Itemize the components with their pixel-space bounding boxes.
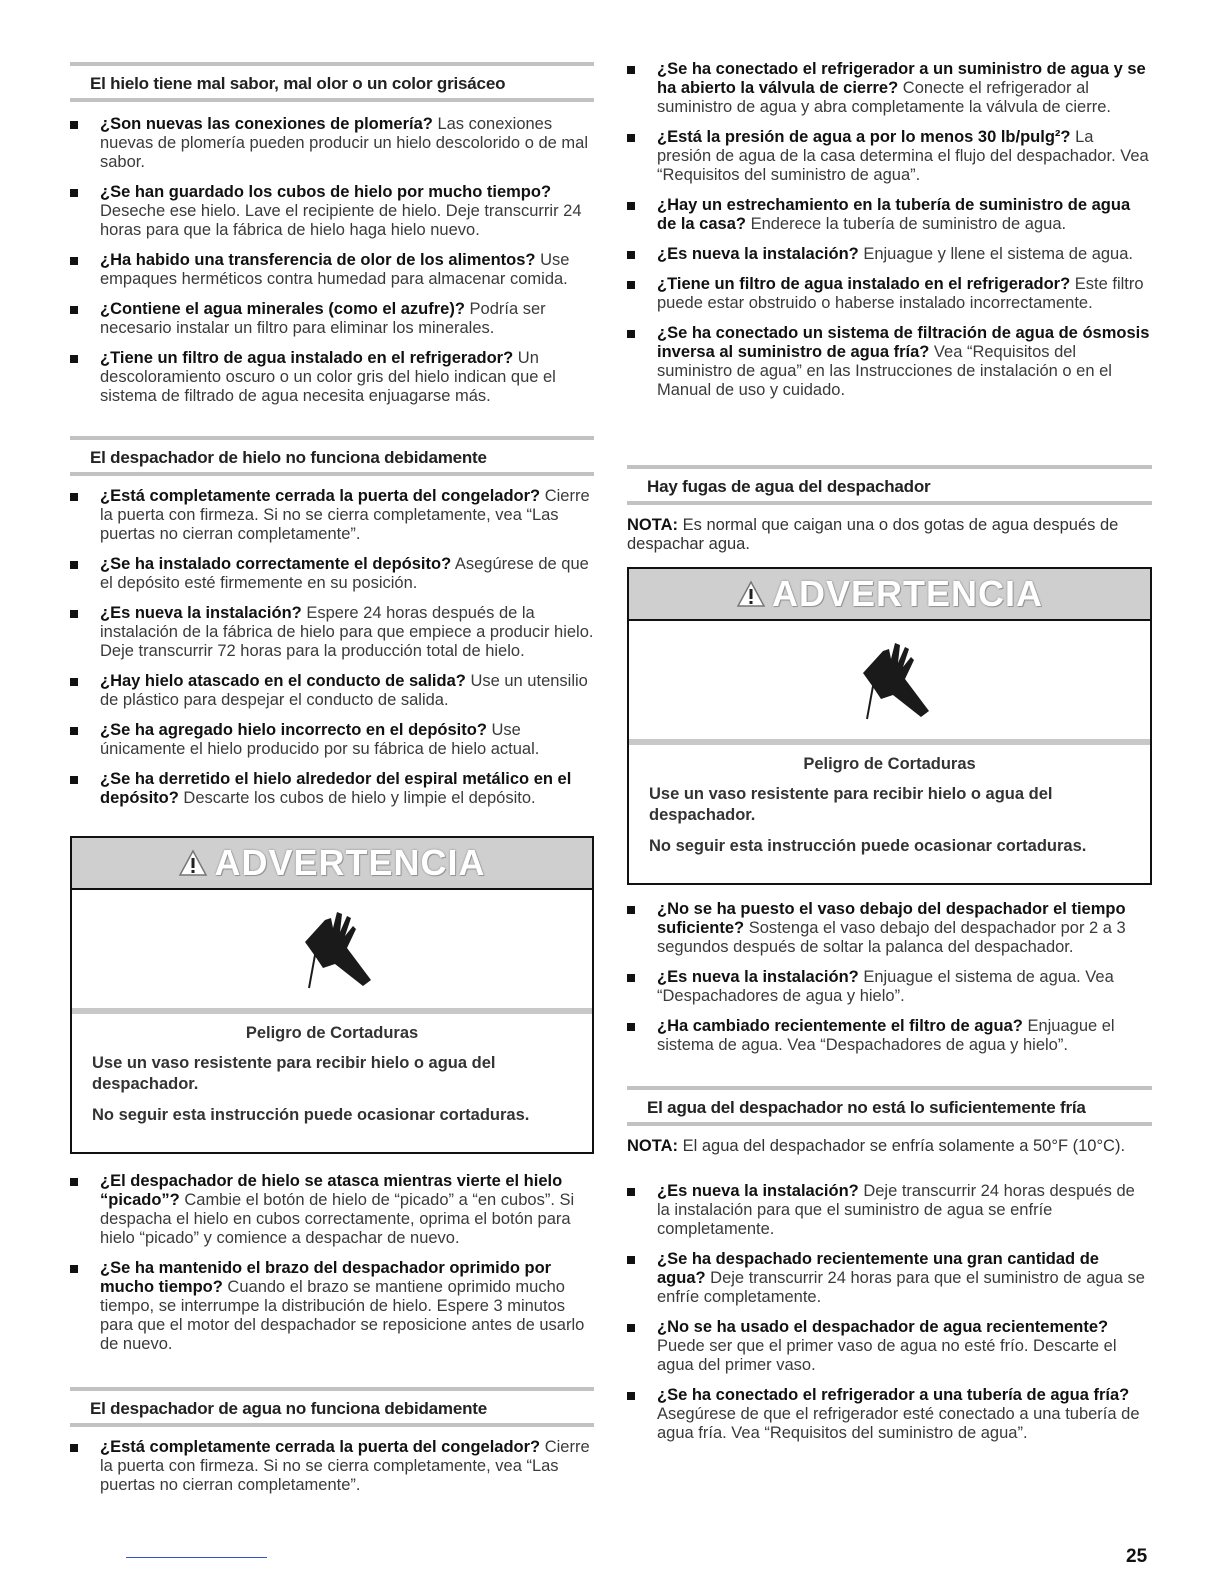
section-heading-water-not-cold: El agua del despachador no está lo suficientemente fría	[627, 1086, 1152, 1126]
warning-header	[72, 838, 592, 890]
warning-box	[70, 836, 594, 1154]
list-item: ¿Está la presión de agua a por lo menos 30 lb/pulg²? La presión de agua de la casa determina el flujo del despachador. Vea “Requisitos del suministro de agua”.	[627, 128, 1152, 185]
bullet-icon	[70, 678, 78, 686]
list-item: ¿Se ha mantenido el brazo del despachador oprimido por mucho tiempo? Cuando el brazo se mantiene oprimido mucho tiempo, se interrumpe la distribución de hielo. Espere 3 minutos para que el motor del despachador se reposicione antes de usarlo de nuevo.	[70, 1259, 594, 1354]
bullet-icon	[627, 1392, 635, 1400]
list-item: ¿Se ha conectado un sistema de filtración de agua de ósmosis inversa al suministro de agua fría? Vea “Requisitos del suministro de agua” en las Instrucciones de instalación o en el Manual de uso y cuidado.	[627, 324, 1152, 400]
hazard-title: Peligro de Cortaduras	[245, 1024, 419, 1042]
list-item: ¿Hay un estrechamiento en la tubería de suministro de agua de la casa? Enderece la tubería de suministro de agua.	[627, 196, 1152, 234]
list-ice-dispenser	[70, 487, 594, 819]
note-water-not-cold: NOTA: El agua del despachador se enfría solamente a 50°F (10°C).	[627, 1137, 1126, 1155]
bullet-icon	[70, 610, 78, 618]
bullet-icon	[70, 1444, 78, 1452]
list-item: ¿Hay hielo atascado en el conducto de salida? Use un utensilio de plástico para despejar el conducto de salida.	[70, 672, 594, 710]
warning-triangle-icon	[736, 580, 766, 608]
section-heading-water-leaks: Hay fugas de agua del despachador	[627, 465, 1152, 505]
list-water-leaks	[627, 900, 1152, 1066]
bullet-icon	[70, 189, 78, 197]
warning-triangle-icon	[178, 849, 208, 877]
bullet-icon	[627, 906, 635, 914]
hand-cut-icon	[287, 904, 377, 994]
bullet-icon	[70, 1178, 78, 1186]
section-heading-water-dispenser: El despachador de agua no funciona debidamente	[70, 1387, 594, 1427]
hand-cut-icon	[845, 635, 935, 725]
list-item: ¿Ha cambiado recientemente el filtro de agua? Enjuague el sistema de agua. Vea “Despachadores de agua y hielo”.	[627, 1017, 1152, 1055]
warning-instruction: Use un vaso resistente para recibir hielo o agua del despachador.	[92, 1054, 496, 1093]
bullet-icon	[627, 1324, 635, 1332]
list-item: ¿Está completamente cerrada la puerta del congelador? Cierre la puerta con firmeza. Si no se cierra completamente, vea “Las puertas no cierran completamente”.	[70, 487, 594, 544]
list-item: ¿Se han guardado los cubos de hielo por mucho tiempo? Deseche ese hielo. Lave el recipiente de hielo. Deje transcurrir 24 horas para que la fábrica de hielo haga hielo nuevo.	[70, 183, 594, 240]
bullet-icon	[70, 355, 78, 363]
list-item: ¿Es nueva la instalación? Enjuague el sistema de agua. Vea “Despachadores de agua y hielo”.	[627, 968, 1152, 1006]
bullet-icon	[70, 727, 78, 735]
bullet-icon	[627, 251, 635, 259]
list-water-dispenser	[70, 1438, 594, 1506]
list-item: ¿Ha habido una transferencia de olor de los alimentos? Use empaques herméticos contra humedad para almacenar comida.	[70, 251, 594, 289]
list-water-dispenser-cont	[627, 60, 1152, 411]
section-heading-bad-taste-ice: El hielo tiene mal sabor, mal olor o un color grisáceo	[70, 62, 594, 102]
list-item: ¿Tiene un filtro de agua instalado en el refrigerador? Un descoloramiento oscuro o un color gris del hielo indican que el sistema de filtrado de agua necesita enjuagarse más.	[70, 349, 594, 406]
list-item: ¿El despachador de hielo se atasca mientras vierte el hielo “picado”? Cambie el botón de hielo de “picado” a “en cubos”. Si despacha el hielo en cubos correctamente, oprima el botón para hielo “picado” y comience a despachar de nuevo.	[70, 1172, 594, 1248]
section-heading-ice-dispenser: El despachador de hielo no funciona debidamente	[70, 436, 594, 476]
hazard-title: Peligro de Cortaduras	[803, 755, 976, 773]
list-bad-taste-ice	[70, 115, 594, 417]
bullet-icon	[70, 121, 78, 129]
list-item: ¿Se ha conectado el refrigerador a una tubería de agua fría? Asegúrese de que el refrigerador esté conectado a una tubería de agua fría. Vea “Requisitos del suministro de agua”.	[627, 1386, 1152, 1443]
warning-header	[629, 569, 1150, 621]
list-item: ¿Tiene un filtro de agua instalado en el refrigerador? Este filtro puede estar obstruido o haberse instalado incorrectamente.	[627, 275, 1152, 313]
list-item: ¿Se ha derretido el hielo alrededor del espiral metálico en el depósito? Descarte los cubos de hielo y limpie el depósito.	[70, 770, 594, 808]
warning-title: ADVERTENCIA	[214, 842, 486, 883]
list-item: ¿Está completamente cerrada la puerta del congelador? Cierre la puerta con firmeza. Si no se cierra completamente, vea “Las puertas no cierran completamente”.	[70, 1438, 594, 1495]
bullet-icon	[70, 493, 78, 501]
bullet-icon	[627, 202, 635, 210]
bullet-icon	[70, 257, 78, 265]
list-item: ¿Se ha conectado el refrigerador a un suministro de agua y se ha abierto la válvula de cierre? Conecte el refrigerador al suministro de agua y abra completamente la válvula de cierre.	[627, 60, 1152, 117]
bullet-icon	[70, 1265, 78, 1273]
list-item: ¿Es nueva la instalación? Espere 24 horas después de la instalación de la fábrica de hielo para que empiece a producir hielo. Deje transcurrir 72 horas para la producción total de hielo.	[70, 604, 594, 661]
list-item: ¿Se ha agregado hielo incorrecto en el depósito? Use únicamente el hielo producido por su fábrica de hielo actual.	[70, 721, 594, 759]
list-ice-dispenser-cont	[70, 1172, 594, 1365]
bullet-icon	[627, 330, 635, 338]
warning-consequence: No seguir esta instrucción puede ocasionar cortaduras.	[92, 1106, 530, 1124]
bullet-icon	[627, 1188, 635, 1196]
list-item: ¿Se ha instalado correctamente el depósito? Asegúrese de que el depósito esté firmemente en su posición.	[70, 555, 594, 593]
list-item: ¿Es nueva la instalación? Deje transcurrir 24 horas después de la instalación para que el suministro de agua se enfríe completamente.	[627, 1182, 1152, 1239]
list-item: ¿Son nuevas las conexiones de plomería? Las conexiones nuevas de plomería pueden producir un hielo descolorido o de mal sabor.	[70, 115, 594, 172]
footer-rule	[126, 1557, 267, 1558]
list-water-not-cold	[627, 1182, 1152, 1454]
warning-title: ADVERTENCIA	[771, 573, 1043, 614]
bullet-icon	[70, 776, 78, 784]
bullet-icon	[627, 974, 635, 982]
bullet-icon	[70, 306, 78, 314]
list-item: ¿Es nueva la instalación? Enjuague y llene el sistema de agua.	[627, 245, 1152, 264]
warning-consequence: No seguir esta instrucción puede ocasionar cortaduras.	[649, 837, 1087, 855]
warning-instruction: Use un vaso resistente para recibir hielo o agua del despachador.	[649, 785, 1053, 824]
bullet-icon	[627, 1256, 635, 1264]
warning-box	[627, 567, 1152, 885]
bullet-icon	[627, 66, 635, 74]
page-number: 25	[1126, 1546, 1148, 1567]
bullet-icon	[70, 561, 78, 569]
bullet-icon	[627, 1023, 635, 1031]
list-item: ¿No se ha usado el despachador de agua recientemente? Puede ser que el primer vaso de agua no esté frío. Descarte el agua del primer vaso.	[627, 1318, 1152, 1375]
bullet-icon	[627, 134, 635, 142]
list-item: ¿Contiene el agua minerales (como el azufre)? Podría ser necesario instalar un filtro para eliminar los minerales.	[70, 300, 594, 338]
bullet-icon	[627, 281, 635, 289]
list-item: ¿No se ha puesto el vaso debajo del despachador el tiempo suficiente? Sostenga el vaso debajo del despachador por 2 a 3 segundos después de soltar la palanca del despachador.	[627, 900, 1152, 957]
note-water-leaks: NOTA: Es normal que caigan una o dos gotas de agua después de despachar agua.	[627, 516, 1119, 553]
list-item: ¿Se ha despachado recientemente una gran cantidad de agua? Deje transcurrir 24 horas para que el suministro de agua se enfríe completamente.	[627, 1250, 1152, 1307]
